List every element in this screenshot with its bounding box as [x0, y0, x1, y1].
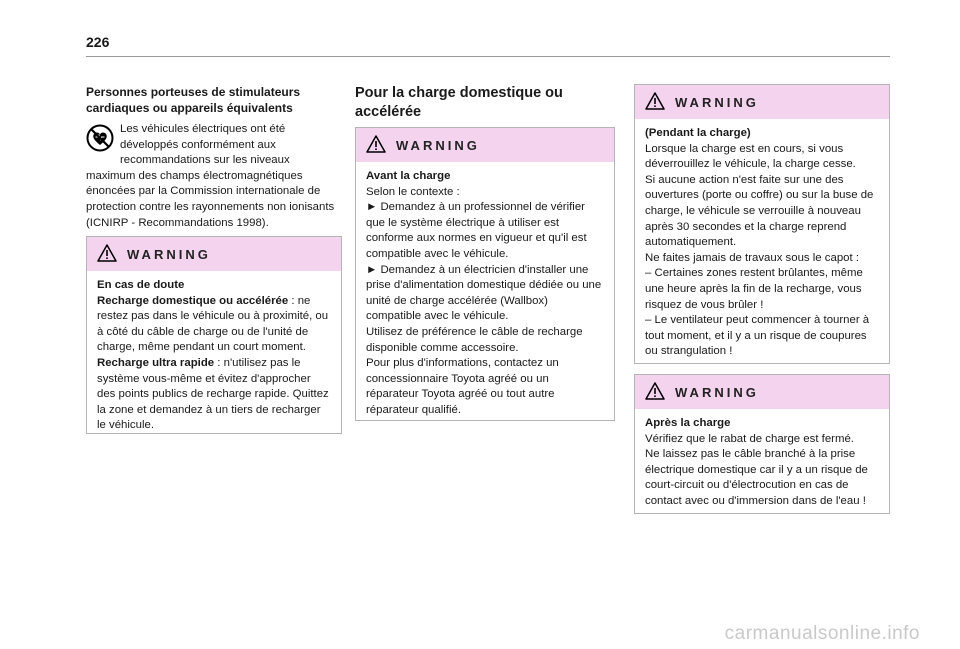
warning-triangle-icon	[97, 244, 117, 262]
warning-triangle-icon	[645, 382, 665, 400]
warning-term: Recharge domestique ou accélérée	[97, 294, 289, 307]
page-number: 226	[86, 34, 110, 50]
warning-subtitle: En cas de doute	[97, 279, 185, 291]
warning-body	[87, 271, 341, 442]
section-heading-pacemakers: Personnes porteuses de stimulateurs cardiaques ou appareils équivalents	[86, 85, 301, 115]
warning-text: Selon le contexte :	[366, 185, 460, 198]
warning-text: ► Demandez à un électricien d'installer une prise d'alimentation domestique dédiée ou une unité de charge accélérée (Wallbox) compatible avec le véhicule.	[366, 263, 602, 323]
warning-box-during-charge	[634, 84, 890, 364]
warning-title: WARNING	[675, 95, 759, 110]
warning-title: WARNING	[675, 385, 759, 400]
warning-text: ► Demandez à un professionnel de vérifier que le système électrique à utiliser est conforme aux normes en vigueur et qu'il est compatible avec le véhicule.	[366, 201, 587, 260]
warning-text: – Le ventilateur peut commencer à tourner à tout moment, et il y a un risque de coupures ou strangulation !	[645, 314, 870, 358]
warning-body	[356, 162, 614, 427]
warning-text: Ne laissez pas le câble branché à la prise électrique domestique car il y a un risque de court-circuit ou d'électrocution en cas de contact avec ou d'immersion dans de l'eau !	[645, 448, 868, 507]
warning-text: : ne restez pas dans le véhicule ou à proximité, ou à côté du câble de charge ou de l'unité de charge, même pendant un court moment.	[97, 294, 329, 354]
warning-title: WARNING	[127, 247, 211, 262]
warning-header	[635, 85, 889, 119]
top-rule	[86, 56, 890, 57]
warning-subtitle: (Pendant la charge)	[645, 127, 751, 139]
warning-text: – Certaines zones restent brûlantes, même une heure après la fin de la recharge, vous risquez de vous brûler !	[645, 267, 863, 311]
warning-body	[635, 119, 889, 368]
warning-box-after-charge	[634, 374, 890, 514]
warning-title: WARNING	[396, 138, 480, 153]
warning-body	[635, 409, 889, 518]
warning-header	[635, 375, 889, 409]
warning-header	[87, 237, 341, 271]
warning-box-before-charge	[355, 127, 615, 421]
warning-text: Lorsque la charge est en cours, si vous déverrouillez le véhicule, la charge cesse.	[645, 142, 856, 171]
warning-text: Si aucune action n'est faite sur une des ouvertures (porte ou coffre) ou sur la buse de charge, le véhicule se verrouille à nouveau après 30 secondes et la charge reprend automatiquement.	[645, 173, 874, 249]
warning-triangle-icon	[645, 92, 665, 110]
warning-triangle-icon	[366, 135, 386, 153]
intro-text: Les véhicules électriques ont été développés conformément aux recommandations sur les niveaux maximum des champs électromagnétiques énoncées par la Commission internationale de protection contre les rayonnements non ionisants (ICNIRP - Recommandations 1998).	[86, 123, 335, 229]
warning-text: Vérifiez que le rabat de charge est fermé.	[645, 432, 854, 445]
warning-text: Ne faites jamais de travaux sous le capot :	[645, 251, 859, 264]
warning-box-doubt	[86, 236, 342, 434]
warning-header	[356, 128, 614, 162]
intro-paragraph	[86, 122, 342, 231]
warning-text: Pour plus d'informations, contactez un concessionnaire Toyota agréé ou un réparateur Toyota agréé ou tout autre réparateur qualifié.	[366, 357, 559, 416]
no-pacemaker-icon	[86, 124, 114, 152]
watermark: carmanualsonline.info	[724, 623, 920, 644]
warning-subtitle: Avant la charge	[366, 170, 451, 182]
warning-text: Utilisez de préférence le câble de recharge disponible comme accessoire.	[366, 325, 583, 354]
warning-term: Recharge ultra rapide	[97, 356, 215, 369]
warning-subtitle: Après la charge	[645, 417, 731, 429]
section-heading-domestic-charge: Pour la charge domestique ou accélérée	[355, 85, 563, 120]
warning-text: : n'utilisez pas le système vous-même et évitez d'approcher des points publics de recharge rapide. Quittez la zone et demandez à un tiers de recharger le véhicule.	[97, 356, 329, 432]
